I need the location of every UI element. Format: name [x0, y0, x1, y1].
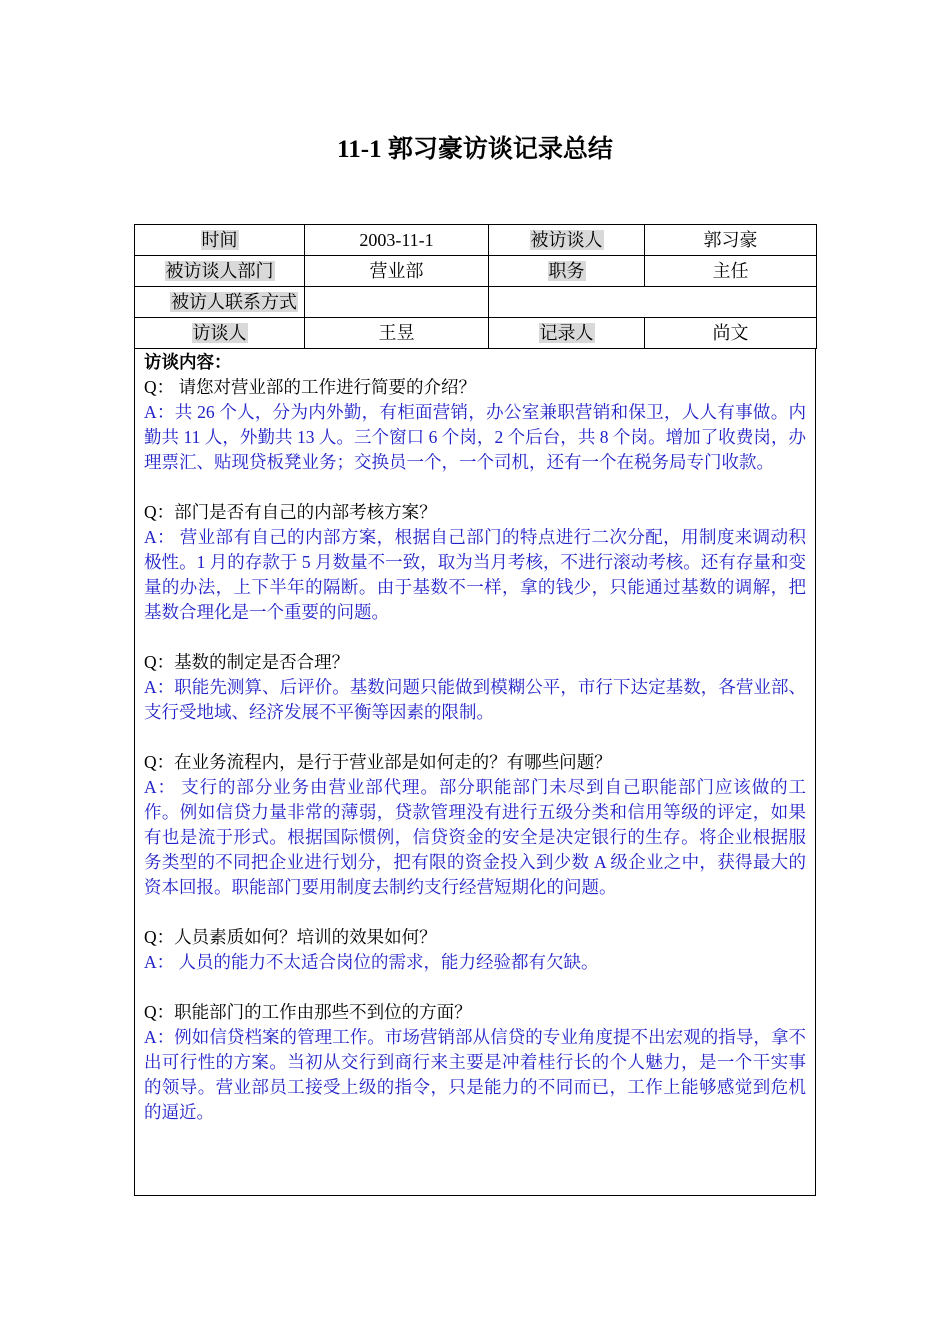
time-label-cell	[135, 225, 305, 256]
answer-1: A：共 26 个人，分为内外勤，有柜面营销，办公室兼职营销和保卫，人人有事做。内勤共 11 人，外勤共 13 人。三个窗口 6 个岗，2 个后台，共 8 个岗。增加了收费岗，办理票汇、贴现贷板凳业务；交换员一个，一个司机，还有一个在税务局专门收款。	[144, 402, 806, 472]
position-value: 主任	[645, 256, 817, 287]
contact-label: 被访人联系方式	[171, 292, 297, 312]
interviewer-label-cell	[135, 318, 305, 349]
spacer	[144, 625, 806, 650]
question-4: Q：在业务流程内，是行于营业部是如何走的？有哪些问题？	[144, 752, 612, 772]
question-3: Q：基数的制定是否合理？	[144, 652, 350, 672]
content-heading: 访谈内容：	[144, 352, 232, 372]
question-5: Q：人员素质如何？培训的效果如何？	[144, 927, 437, 947]
question-1: Q： 请您对营业部的工作进行简要的介绍？	[144, 377, 477, 397]
interview-info-table	[134, 224, 817, 349]
spacer	[144, 975, 806, 1000]
question-2: Q：部门是否有自己的内部考核方案？	[144, 502, 437, 522]
answer-6: A：例如信贷档案的管理工作。市场营销部从信贷的专业角度提不出宏观的指导，拿不出可行性的方案。当初从交行到商行来主要是冲着桂行长的个人魅力，是一个干实事的领导。营业部员工接受上级的指令，只是能力的不同而已，工作上能够感觉到危机的逼近。	[144, 1027, 806, 1122]
spacer	[144, 475, 806, 500]
interview-content	[134, 348, 816, 1196]
contact-label-cell	[135, 287, 305, 318]
time-label: 时间	[201, 230, 238, 250]
question-6: Q：职能部门的工作由那些不到位的方面？	[144, 1002, 472, 1022]
interviewee-value: 郭习豪	[645, 225, 817, 256]
interviewee-label: 被访谈人	[530, 230, 603, 250]
dept-label-cell	[135, 256, 305, 287]
table-row	[135, 225, 817, 256]
position-label-cell	[489, 256, 645, 287]
interviewee-label-cell	[489, 225, 645, 256]
interviewer-value: 王昱	[305, 318, 489, 349]
answer-2: A： 营业部有自己的内部方案，根据自己部门的特点进行二次分配，用制度来调动积极性。1 月的存款于 5 月数量不一致，取为当月考核，不进行滚动考核。还有存量和变量的办法，上下半年的隔断。由于基数不一样，拿的钱少，只能通过基数的调解，把基数合理化是一个重要的问题。	[144, 527, 806, 622]
recorder-label: 记录人	[539, 323, 594, 343]
answer-4: A： 支行的部分业务由营业部代理。部分职能部门未尽到自己职能部门应该做的工作。例如信贷力量非常的薄弱，贷款管理没有进行五级分类和信用等级的评定，如果有也是流于形式。根据国际惯例，信贷资金的安全是决定银行的生存。将企业根据服务类型的不同把企业进行划分，把有限的资金投入到少数 A 级企业之中，获得最大的资本回报。职能部门要用制度去制约支行经营短期化的问题。	[144, 777, 806, 897]
table-row	[135, 287, 817, 318]
dept-label: 被访谈人部门	[165, 261, 274, 281]
interviewer-label: 访谈人	[192, 323, 247, 343]
spacer	[144, 900, 806, 925]
answer-3: A：职能先测算、后评价。基数问题只能做到模糊公平，市行下达定基数，各营业部、支行受地域、经济发展不平衡等因素的限制。	[144, 677, 806, 722]
time-value: 2003-11-1	[305, 225, 489, 256]
recorder-value: 尚文	[645, 318, 817, 349]
contact-value	[489, 287, 817, 318]
dept-value: 营业部	[305, 256, 489, 287]
position-label: 职务	[548, 261, 585, 281]
recorder-label-cell	[489, 318, 645, 349]
spacer	[144, 725, 806, 750]
table-row	[135, 256, 817, 287]
table-row	[135, 318, 817, 349]
document-title: 11-1 郭习豪访谈记录总结	[337, 136, 613, 163]
answer-5: A： 人员的能力不太适合岗位的需求，能力经验都有欠缺。	[144, 952, 599, 972]
contact-spacer-cell	[305, 287, 489, 318]
